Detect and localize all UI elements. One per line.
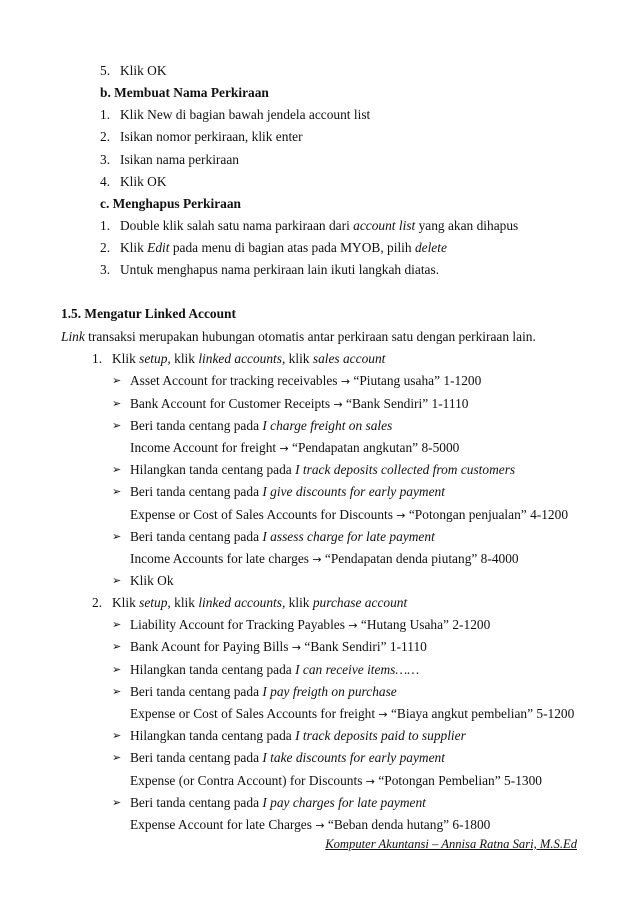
list-item: Beri tanda centang pada I charge freight on sales [130,418,393,433]
step-number: 1. [92,351,103,366]
step-number: 4. [100,174,111,189]
step-text: Klik setup, klik linked accounts, klik purchase account [112,595,408,610]
bullet-arrow-icon: ➢ [112,751,122,764]
step-text: Klik OK [120,63,167,78]
list-item: Beri tanda centang pada I take discounts for early payment [130,750,445,765]
bullet-arrow-icon: ➢ [112,640,122,653]
list-item-continuation: Expense or Cost of Sales Accounts for Discounts → “Potongan penjualan” 4-1200 [130,507,569,522]
list-item: Hilangkan tanda centang pada I track deposits collected from customers [130,462,516,477]
step-text: Double klik salah satu nama parkiraan dari account list yang akan dihapus [120,218,519,233]
section-intro: Link transaksi merupakan hubungan otomatis antar perkiraan satu dengan perkiraan lain. [61,329,536,344]
list-item: Hilangkan tanda centang pada I track deposits paid to supplier [130,728,466,743]
list-item: Beri tanda centang pada I pay charges for late payment [130,795,426,810]
bullet-arrow-icon: ➢ [112,574,122,587]
step-number: 5. [100,63,111,78]
page-footer: Komputer Akuntansi – Annisa Ratna Sari, M.S.Ed [325,837,577,851]
section-heading: 1.5. Mengatur Linked Account [61,306,236,321]
bullet-arrow-icon: ➢ [112,685,122,698]
list-item: Bank Acount for Paying Bills → “Bank Sendiri” 1-1110 [130,639,427,654]
right-arrow-icon: → [340,375,351,388]
right-arrow-icon: → [315,819,325,832]
step-text: Untuk menghapus nama perkiraan lain ikuti langkah diatas. [120,262,440,277]
step-text: Klik Edit pada menu di bagian atas pada MYOB, pilih delete [120,240,447,255]
bullet-arrow-icon: ➢ [112,729,122,742]
list-item: Beri tanda centang pada I assess charge for late payment [130,529,435,544]
step-number: 3. [100,152,111,167]
bullet-arrow-icon: ➢ [112,419,122,432]
right-arrow-icon: → [378,708,388,721]
list-item: Bank Account for Customer Receipts → “Bank Sendiri” 1-1110 [130,396,469,411]
bullet-arrow-icon: ➢ [112,796,122,809]
list-item-continuation: Expense Account for late Charges → “Beban denda hutang” 6-1800 [130,817,491,832]
list-item: Asset Account for tracking receivables → “Piutang usaha” 1-1200 [130,373,482,388]
right-arrow-icon: → [291,641,302,654]
step-text: Klik setup, klik linked accounts, klik sales account [112,351,386,366]
list-item: Klik Ok [130,573,174,588]
right-arrow-icon: → [365,775,375,788]
step-number: 2. [92,595,103,610]
list-item-continuation: Expense or Cost of Sales Accounts for freight → “Biaya angkut pembelian” 5-1200 [130,706,575,721]
step-text: Isikan nama perkiraan [120,152,239,167]
right-arrow-icon: → [348,619,358,632]
step-number: 3. [100,262,111,277]
step-number: 1. [100,218,111,233]
list-item: Hilangkan tanda centang pada I can receive items…… [130,662,420,677]
list-item-continuation: Income Account for freight → “Pendapatan angkutan” 8-5000 [130,440,460,455]
step-text: Klik OK [120,174,167,189]
section-b-heading: b. Membuat Nama Perkiraan [100,85,269,100]
right-arrow-icon: → [333,398,343,411]
list-item: Beri tanda centang pada I pay freigth on purchase [130,684,397,699]
bullet-arrow-icon: ➢ [112,618,122,631]
list-item-continuation: Income Accounts for late charges → “Pendapatan denda piutang” 8-4000 [130,551,519,566]
list-item: Beri tanda centang pada I give discounts for early payment [130,484,445,499]
bullet-arrow-icon: ➢ [112,374,122,387]
step-number: 1. [100,107,111,122]
right-arrow-icon: → [396,509,406,522]
step-text: Isikan nomor perkiraan, klik enter [120,129,303,144]
bullet-arrow-icon: ➢ [112,463,122,476]
section-c-heading: c. Menghapus Perkiraan [100,196,241,211]
step-number: 2. [100,129,111,144]
list-item: Liability Account for Tracking Payables → “Hutang Usaha” 2-1200 [130,617,491,632]
bullet-arrow-icon: ➢ [112,663,122,676]
bullet-arrow-icon: ➢ [112,397,122,410]
bullet-arrow-icon: ➢ [112,530,122,543]
right-arrow-icon: → [279,442,289,455]
list-item-continuation: Expense (or Contra Account) for Discounts → “Potongan Pembelian” 5-1300 [130,773,542,788]
bullet-arrow-icon: ➢ [112,485,122,498]
step-number: 2. [100,240,111,255]
right-arrow-icon: → [312,553,322,566]
step-text: Klik New di bagian bawah jendela account list [120,107,371,122]
